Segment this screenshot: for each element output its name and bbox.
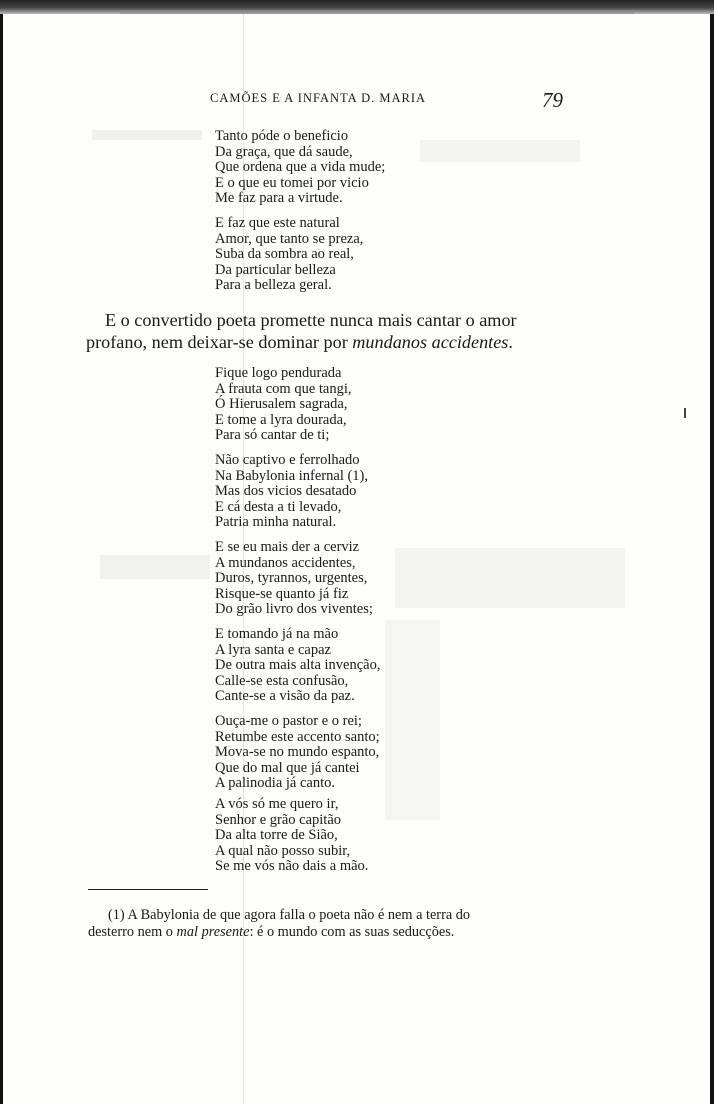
verse-line: E faz que este natural [215, 215, 340, 231]
verse-line: Cante-se a visão da paz. [215, 688, 355, 705]
footnote-line: (1) A Babylonia de que agora falla o poeta não é nem a terra do [108, 907, 471, 923]
verse-line: Não captivo e ferrolhado [215, 452, 360, 468]
stanza [215, 453, 368, 531]
scan-top-border [0, 0, 714, 14]
verse-line: Do grão livro dos viventes; [215, 601, 373, 618]
verse-line: Da alta torre de Sião, [215, 827, 338, 844]
footnote-line [88, 924, 568, 941]
verse-line: A mundanos accidentes, [215, 554, 356, 571]
verse-line: Na Babylonia infernal (1), [215, 467, 369, 484]
bleed-through-mark [395, 548, 625, 608]
verse-line: A frauta com que tangi, [215, 380, 352, 397]
verse-line: Tanto póde o beneficio [215, 128, 349, 144]
stanza [215, 216, 363, 294]
verse-line: Me faz para a virtude. [215, 190, 343, 207]
verse-line: Para a belleza geral. [215, 277, 332, 294]
verse-line: Mova-se no mundo espanto, [215, 744, 380, 761]
bleed-through-mark [420, 140, 580, 162]
prose-line: E o convertido poeta promette nunca mais cantar o amor [105, 310, 517, 330]
margin-mark [684, 408, 686, 418]
verse-line: Mas dos vicios desatado [215, 483, 357, 500]
verse-line: Ó Hierusalem sagrada, [215, 396, 348, 413]
verse-line: De outra mais alta invenção, [215, 657, 381, 674]
verse-line: Que do mal que já cantei [215, 759, 360, 776]
verse-line: Senhor e grão capitão [215, 811, 342, 828]
scan-right-edge [710, 14, 714, 1104]
stanza [215, 797, 368, 875]
verse-line: E cá desta a ti levado, [215, 498, 342, 515]
bleed-through-mark [92, 130, 202, 140]
verse-line: A qual não posso subir, [215, 842, 351, 859]
footnote-text: desterro nem o [88, 924, 177, 940]
running-title: CAMÕES E A INFANTA D. MARIA [210, 91, 427, 105]
verse-line: A lyra santa e capaz [215, 641, 331, 658]
prose-paragraph [86, 309, 566, 353]
page-number: 79 [542, 88, 563, 112]
verse-line: Ouça-me o pastor e o rei; [215, 713, 362, 729]
scan-left-edge [0, 14, 3, 1104]
stanza [215, 714, 380, 792]
verse-line: Para só cantar de ti; [215, 427, 330, 444]
verse-line: E tome a lyra dourada, [215, 411, 347, 428]
verse-line: E o que eu tomei por vicio [215, 174, 369, 191]
stanza [215, 366, 352, 444]
footnote-text: : é o mundo com as suas seducções. [249, 924, 455, 940]
verse-line: Que ordena que a vida mude; [215, 159, 386, 176]
prose-text: profano, nem deixar-se dominar por [86, 332, 353, 352]
bleed-through-mark [385, 620, 440, 820]
verse-line: A vós só me quero ir, [215, 796, 339, 812]
verse-line: E se eu mais der a cerviz [215, 539, 360, 555]
verse-line: Fique logo pendurada [215, 365, 342, 381]
verse-line: A palinodia já canto. [215, 775, 335, 792]
verse-line: Retumbe este accento santo; [215, 728, 380, 745]
verse-line: Da particular belleza [215, 261, 336, 278]
verse-line: Da graça, que dá saude, [215, 143, 353, 160]
running-header [210, 91, 510, 106]
footnote [88, 907, 568, 941]
prose-line [86, 331, 566, 353]
verse-line: Amor, que tanto se preza, [215, 230, 364, 247]
stanza [215, 129, 385, 207]
verse-line: E tomando já na mão [215, 626, 339, 642]
verse-line: Duros, tyrannos, urgentes, [215, 570, 368, 587]
stanza [215, 540, 373, 618]
stanza [215, 627, 380, 705]
verse-line: Se me vós não dais a mão. [215, 858, 369, 875]
prose-italic: mundanos accidentes [352, 332, 509, 352]
verse-line: Suba da sombra ao real, [215, 246, 354, 263]
verse-line: Patria minha natural. [215, 514, 337, 531]
footnote-divider [88, 889, 208, 890]
verse-line: Risque-se quanto já fiz [215, 585, 349, 602]
bleed-through-mark [100, 555, 210, 579]
verse-line: Calle-se esta confusão, [215, 672, 349, 689]
footnote-italic: mal presente [176, 924, 250, 940]
prose-text: . [508, 332, 513, 352]
